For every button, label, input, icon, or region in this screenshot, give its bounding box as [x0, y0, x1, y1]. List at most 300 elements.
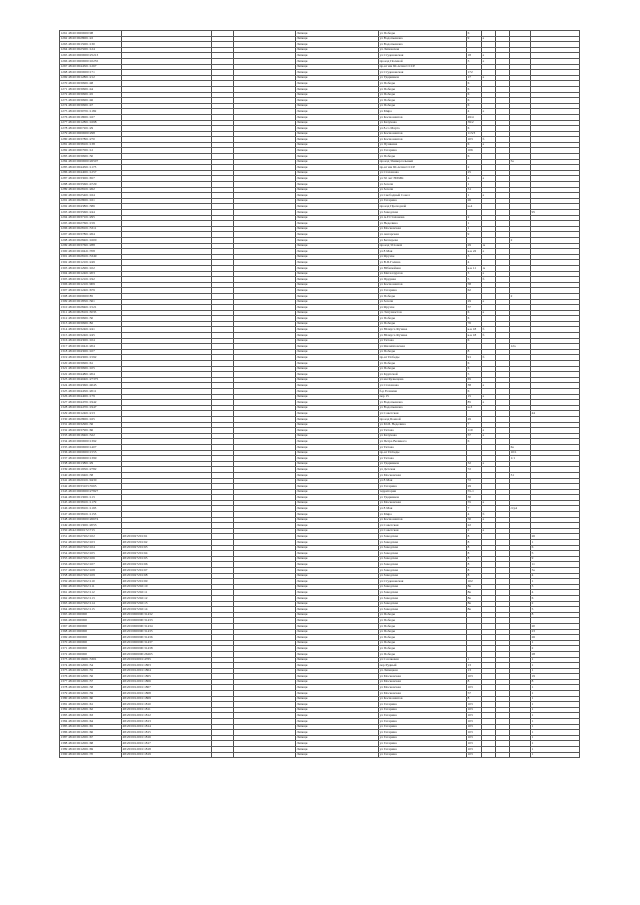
- letter-cell: б: [482, 277, 496, 283]
- cadastral-number-cell: 1351 48:20:0027202:102: [60, 534, 122, 540]
- street-cell: пер 15: [379, 394, 467, 400]
- street-cell: ул Победы: [379, 98, 467, 104]
- extra-number-cell: 48:20:0012001:1810: [122, 702, 212, 708]
- letter-cell: а: [482, 500, 496, 506]
- house-cell: 103: [467, 724, 482, 730]
- street-cell: ул М.И. Неделина: [379, 422, 467, 428]
- house-cell: 29: [467, 243, 482, 249]
- house-cell: 55: [467, 500, 482, 506]
- extra-number-cell: 48:20:0000000:31436: [122, 635, 212, 641]
- street-cell: ул Гагарина: [379, 719, 467, 725]
- apartment-cell: 1: [531, 657, 580, 663]
- house-cell: 8: [467, 562, 482, 568]
- house-cell: 62: [467, 288, 482, 294]
- letter-cell: а: [482, 461, 496, 467]
- street-cell: проезд Угловой: [379, 243, 467, 249]
- extra-number-cell: 48:20:0027201:65: [122, 556, 212, 562]
- house-cell: 1: [467, 226, 482, 232]
- cadastral-number-cell: 1295 48:20:0027601:159: [60, 221, 122, 227]
- apartment-cell: 1: [531, 747, 580, 753]
- city-cell: Липецк: [296, 137, 379, 143]
- cadastral-number-cell: 1343 48:20:0000000:27827: [60, 489, 122, 495]
- cadastral-number-cell: 1299 48:20:0037601:288: [60, 243, 122, 249]
- city-cell: Липецк: [296, 282, 379, 288]
- cadastral-number-cell: 1301 48:20:0028101:3349: [60, 254, 122, 260]
- cadastral-number-cell: 1356 48:20:0027202:107: [60, 562, 122, 568]
- street-cell: ул Заводская: [379, 540, 467, 546]
- city-cell: Липецк: [296, 444, 379, 450]
- street-cell: ул Прудная: [379, 277, 467, 283]
- building-cell: 12а: [510, 344, 531, 350]
- cadastral-number-cell: 1388 48:20:0012001:68: [60, 741, 122, 747]
- street-cell: ул Гагарина: [379, 707, 467, 713]
- city-cell: Липецк: [296, 500, 379, 506]
- building-cell: 6а: [510, 444, 531, 450]
- city-cell: Липецк: [296, 556, 379, 562]
- street-cell: пр-кт Победы: [379, 355, 467, 361]
- house-cell: 8: [467, 540, 482, 546]
- city-cell: Липецк: [296, 288, 379, 294]
- building-cell: 2: [510, 237, 531, 243]
- letter-cell: а: [482, 142, 496, 148]
- cadastral-number-cell: 1302 48:20:0012101:249: [60, 260, 122, 266]
- city-cell: Липецк: [296, 31, 379, 37]
- city-cell: Липецк: [296, 719, 379, 725]
- cadastral-number-cell: 1361 48:20:0027202:112: [60, 590, 122, 596]
- street-cell: ул Победы: [379, 361, 467, 367]
- city-cell: Липецк: [296, 495, 379, 501]
- cadastral-number-cell: 1375 48:20:0012001:55: [60, 668, 122, 674]
- letter-cell: а: [482, 383, 496, 389]
- city-cell: Липецк: [296, 416, 379, 422]
- letter-cell: а: [482, 53, 496, 59]
- city-cell: Липецк: [296, 612, 379, 618]
- city-cell: Липецк: [296, 389, 379, 395]
- cadastral-number-cell: 1354 48:20:0027202:105: [60, 551, 122, 557]
- street-cell: ул 8-го Марта: [379, 126, 467, 132]
- city-cell: Липецк: [296, 372, 379, 378]
- house-cell: 13: [467, 668, 482, 674]
- cadastral-number-cell: 1262 48:20:0028001:22: [60, 36, 122, 42]
- street-cell: ул Студеновская: [379, 70, 467, 76]
- street-cell: ул Советская: [379, 411, 467, 417]
- apartment-cell: 3а: [531, 568, 580, 574]
- street-cell: ул Сселковая: [379, 657, 467, 663]
- street-cell: ул Победы: [379, 321, 467, 327]
- apartment-cell: 6: [531, 595, 580, 601]
- house-cell: 8: [467, 551, 482, 557]
- city-cell: Липецк: [296, 651, 379, 657]
- street-cell: ул Заводская: [379, 573, 467, 579]
- house-cell: 172: [467, 70, 482, 76]
- block-cell: [496, 752, 510, 758]
- cadastral-number-cell: 1280 48:20:0037801:270: [60, 137, 122, 143]
- cadastral-number-cell: 1287 48:20:0033001:657: [60, 176, 122, 182]
- street-cell: ул Гагарина: [379, 741, 467, 747]
- extra-number-cell: 48:20:0027202:12: [122, 595, 212, 601]
- house-cell: 2: [467, 215, 482, 221]
- city-cell: Липецк: [296, 679, 379, 685]
- city-cell: Липецк: [296, 226, 379, 232]
- cadastral-number-cell: 1332 48:20:0037901:66: [60, 428, 122, 434]
- cadastral-number-cell: 1384 48:20:0012001:64: [60, 719, 122, 725]
- cadastral-number-cell: 1334 48:20:0000000:1392: [60, 439, 122, 445]
- building-cell: 31: [510, 472, 531, 478]
- city-cell: Липецк: [296, 540, 379, 546]
- city-cell: Липецк: [296, 685, 379, 691]
- house-cell: 4: [467, 260, 482, 266]
- apartment-cell: 23: [531, 629, 580, 635]
- cadastral-number-cell: 1372 48:20:000000: [60, 651, 122, 657]
- cadastral-number-cell: 1268 48:20:0000000:171: [60, 70, 122, 76]
- data-table: [59, 30, 580, 758]
- city-cell: Липецк: [296, 98, 379, 104]
- house-cell: 8: [467, 568, 482, 574]
- cadastral-number-cell: 1290 48:20:0025401:164: [60, 193, 122, 199]
- street-cell: ул Гагарина: [379, 702, 467, 708]
- cadastral-number-cell: 1380 48:20:0012001:60: [60, 696, 122, 702]
- city-cell: Липецк: [296, 310, 379, 316]
- street-cell: ул Гагарина: [379, 747, 467, 753]
- street-cell: ул Гагарина: [379, 730, 467, 736]
- city-cell: Липецк: [296, 327, 379, 333]
- street-cell: ул Победы: [379, 640, 467, 646]
- city-cell: Липецк: [296, 249, 379, 255]
- building-cell: 2: [510, 293, 531, 299]
- house-cell: 113/3: [467, 131, 482, 137]
- house-cell: 85: [467, 400, 482, 406]
- city-cell: Липецк: [296, 293, 379, 299]
- house-cell: 39/2: [467, 120, 482, 126]
- street-cell: ул Заводская: [379, 210, 467, 216]
- cadastral-number-cell: 1326 48:20:0044001:179: [60, 394, 122, 400]
- cadastral-number-cell: 1322 48:20:0044801:204: [60, 372, 122, 378]
- house-cell: 103: [467, 707, 482, 713]
- city-cell: Липецк: [296, 523, 379, 529]
- cadastral-number-cell: 1367 48:20:000000: [60, 623, 122, 629]
- city-cell: Липецк: [296, 472, 379, 478]
- house-cell: к-к 11: [467, 265, 482, 271]
- apartment-cell: 2: [531, 601, 580, 607]
- city-cell: Липецк: [296, 623, 379, 629]
- house-cell: 72: [467, 478, 482, 484]
- cadastral-number-cell: 1387 48:20:0012001:67: [60, 735, 122, 741]
- apartment-cell: 1: [531, 713, 580, 719]
- extra-number-cell: 48:20:0012001:1815: [122, 730, 212, 736]
- city-cell: Липецк: [296, 383, 379, 389]
- cadastral-number-cell: 1291 48:20:0028001:161: [60, 198, 122, 204]
- city-cell: Липецк: [296, 237, 379, 243]
- house-cell: 6: [467, 86, 482, 92]
- cadastral-number-cell: 1348 48:20:0000000:26674: [60, 517, 122, 523]
- street-cell: ул Крупской: [379, 372, 467, 378]
- house-cell: 8: [467, 573, 482, 579]
- city-cell: Липецк: [296, 75, 379, 81]
- letter-cell: а: [482, 310, 496, 316]
- house-cell: 8: [467, 679, 482, 685]
- extra-number-cell: 48:20:0027202:14: [122, 607, 212, 613]
- city-cell: Липецк: [296, 674, 379, 680]
- city-cell: Липецк: [296, 193, 379, 199]
- cadastral-number-cell: 1312 48:20:0030901:50: [60, 316, 122, 322]
- house-cell: 6: [467, 103, 482, 109]
- cadastral-number-cell: 1369 48:20:000000: [60, 635, 122, 641]
- city-cell: Липецк: [296, 321, 379, 327]
- apartment-cell: 2: [531, 646, 580, 652]
- house-cell: 6: [467, 126, 482, 132]
- street-cell: пр-кт им 60-летия СССР: [379, 64, 467, 70]
- street-cell: ул Водопьянова: [379, 405, 467, 411]
- street-cell: ул Победы: [379, 316, 467, 322]
- extra-number-cell: 48:20:0000000:31432: [122, 612, 212, 618]
- house-cell: 29: [467, 416, 482, 422]
- cadastral-number-cell: 1335 48:20:0000000:1407: [60, 444, 122, 450]
- street-cell: ул Победы: [379, 651, 467, 657]
- house-cell: 6: [467, 154, 482, 160]
- city-cell: Липецк: [296, 528, 379, 534]
- extra-number-cell: 48:20:0000000:31433: [122, 618, 212, 624]
- apartment-cell: 9: [531, 556, 580, 562]
- extra-number-cell: 48:20:0000000:26265: [122, 651, 212, 657]
- extra-number-cell: 48:20:0012001:1813: [122, 719, 212, 725]
- letter-cell: а: [482, 58, 496, 64]
- cadastral-number-cell: 1265 48:20:0000000:25213: [60, 53, 122, 59]
- cadastral-number-cell: 1270 48:20:0030901:48: [60, 81, 122, 87]
- house-cell: 8в: [467, 607, 482, 613]
- cadastral-number-cell: 1303 48:20:0012901:102: [60, 265, 122, 271]
- street-cell: ул Свободный Сокол: [379, 193, 467, 199]
- city-cell: Липецк: [296, 344, 379, 350]
- apartment-cell: 19: [531, 674, 580, 680]
- extra-number-cell: 48:20:0000000:31434: [122, 623, 212, 629]
- letter-cell: а: [482, 517, 496, 523]
- house-cell: 106: [467, 148, 482, 154]
- cadastral-number-cell: 1294 48:20:0037101:295: [60, 215, 122, 221]
- city-cell: Липецк: [296, 86, 379, 92]
- house-cell: 103: [467, 752, 482, 758]
- cadastral-number-cell: 1377 48:20:0012001:57: [60, 679, 122, 685]
- letter-cell: б: [482, 137, 496, 143]
- cadastral-number-cell: 1277 48:20:0012801:1698: [60, 120, 122, 126]
- city-cell: Липецк: [296, 114, 379, 120]
- city-cell: Липецк: [296, 400, 379, 406]
- cadastral-number-cell: 1390 48:20:0012001:70: [60, 752, 122, 758]
- street-cell: ул Студеновская: [379, 53, 467, 59]
- apartment-cell: 1: [531, 719, 580, 725]
- cadastral-number-cell: 1307 48:20:0012401:679: [60, 288, 122, 294]
- street-cell: ул Московская: [379, 500, 467, 506]
- extra-number-cell: 48:20:0027202:13: [122, 601, 212, 607]
- city-cell: Липецк: [296, 58, 379, 64]
- city-cell: Липецк: [296, 657, 379, 663]
- city-cell: Липецк: [296, 142, 379, 148]
- house-cell: 30: [467, 495, 482, 501]
- extra-number-cell: 48:20:0000000:31435: [122, 629, 212, 635]
- street-cell: ул Победы: [379, 103, 467, 109]
- extra-number-cell: 48:20:0027201:64: [122, 551, 212, 557]
- city-cell: Липецк: [296, 316, 379, 322]
- cadastral-number-cell: 1389 48:20:0012001:69: [60, 747, 122, 753]
- cadastral-number-cell: 1371 48:20:000000: [60, 646, 122, 652]
- cadastral-number-cell: 1328 48:20:0044701:1947: [60, 405, 122, 411]
- city-cell: Липецк: [296, 154, 379, 160]
- table-row: [60, 752, 580, 758]
- cadastral-number-cell: 1267 48:20:0044501:1267: [60, 64, 122, 70]
- apartment-cell: 8: [531, 679, 580, 685]
- street-cell: ул 8 Мая: [379, 478, 467, 484]
- cadastral-number-cell: 1298 48:20:0028401:1600: [60, 237, 122, 243]
- letter-cell: а: [482, 75, 496, 81]
- city-cell: Липецк: [296, 696, 379, 702]
- city-cell: Липецк: [296, 148, 379, 154]
- cadastral-number-cell: 1378 48:20:0012001:58: [60, 685, 122, 691]
- city-cell: Липецк: [296, 422, 379, 428]
- street-cell: ул Энтузиастов: [379, 310, 467, 316]
- cadastral-number-cell: 1300 48:20:0010421:708: [60, 249, 122, 255]
- apartment-cell: 26: [531, 635, 580, 641]
- apartment-cell: 1: [531, 685, 580, 691]
- street-cell: ул Московская: [379, 226, 467, 232]
- cadastral-number-cell: 1359 48:20:0027202:110: [60, 579, 122, 585]
- city-cell: Липецк: [296, 562, 379, 568]
- cadastral-number-cell: 1317 48:20:0010421:204: [60, 344, 122, 350]
- street-cell: ул 8 Мая: [379, 506, 467, 512]
- house-cell: 4: [467, 176, 482, 182]
- city-cell: Липецк: [296, 126, 379, 132]
- cadastral-number-cell: 1264 48:20:0025001:124: [60, 47, 122, 53]
- city-cell: Липецк: [296, 394, 379, 400]
- extra-number-cell: 48:20:0027201:68: [122, 573, 212, 579]
- street-cell: ул Липовская: [379, 47, 467, 53]
- city-cell: Липецк: [296, 629, 379, 635]
- street-cell: ул Космонавтов: [379, 696, 467, 702]
- city-cell: Липецк: [296, 232, 379, 238]
- city-cell: Липецк: [296, 120, 379, 126]
- street-cell: пр-кт им 60-летия СССР: [379, 165, 467, 171]
- city-cell: Липецк: [296, 506, 379, 512]
- city-cell: Липецк: [296, 260, 379, 266]
- city-cell: Липецк: [296, 752, 379, 758]
- cadastral-number-cell: 1292 48:20:0043801:386: [60, 204, 122, 210]
- house-cell: 6: [467, 316, 482, 322]
- street-cell: ул Ударников: [379, 75, 467, 81]
- house-cell: 6: [467, 366, 482, 372]
- locality-cell: [212, 752, 234, 758]
- cadastral-number-cell: 1306 48:20:0012101:909: [60, 282, 122, 288]
- city-cell: Липецк: [296, 461, 379, 467]
- city-cell: Липецк: [296, 702, 379, 708]
- city-cell: Липецк: [296, 595, 379, 601]
- house-cell: 57: [467, 305, 482, 311]
- house-cell: 31: [467, 187, 482, 193]
- city-cell: Липецк: [296, 646, 379, 652]
- house-cell: 1: [467, 221, 482, 227]
- cadastral-number-cell: 1337 48:20:0000000:1399: [60, 456, 122, 462]
- city-cell: Липецк: [296, 159, 379, 165]
- cadastral-number-cell: 1320 48:20:0030901:61: [60, 361, 122, 367]
- house-cell: 1: [467, 657, 482, 663]
- extra-number-cell: 48:20:0012001:1803: [122, 663, 212, 669]
- street-cell: территория: [379, 489, 467, 495]
- cadastral-number-cell: 1360 48:20:0027202:111: [60, 584, 122, 590]
- letter-cell: а: [482, 109, 496, 115]
- house-cell: 6: [467, 389, 482, 395]
- house-cell: 8: [467, 534, 482, 540]
- street-cell: ул им Кузнецова: [379, 377, 467, 383]
- house-cell: 103: [467, 730, 482, 736]
- house-cell: 103: [467, 741, 482, 747]
- street-cell: ул Юлиуса Фучика: [379, 327, 467, 333]
- house-cell: к-к 18: [467, 333, 482, 339]
- apartment-cell: 1: [531, 668, 580, 674]
- street-cell: ул Заводская: [379, 590, 467, 596]
- street-cell: ул Фрунзе: [379, 254, 467, 260]
- cadastral-number-cell: 1374 48:20:0012001:54: [60, 663, 122, 669]
- cadastral-number-cell: 1345 48:20:0038101:1179: [60, 500, 122, 506]
- cadastral-number-cell: 1321 48:20:0030901:105: [60, 366, 122, 372]
- house-cell: 76: [467, 321, 482, 327]
- city-cell: Липецк: [296, 607, 379, 613]
- cadastral-number-cell: 1362 48:20:0027202:113: [60, 595, 122, 601]
- street-cell: ул Заводская: [379, 562, 467, 568]
- house-cell: 58: [467, 282, 482, 288]
- street-cell: ул Гагарина: [379, 724, 467, 730]
- extra-number-cell: 48:20:0012001:1818: [122, 747, 212, 753]
- street-cell: ул А.Г.Стаханова: [379, 215, 467, 221]
- city-cell: Липецк: [296, 299, 379, 305]
- cadastral-number-cell: 1309 48:20:0018501:361: [60, 299, 122, 305]
- city-cell: Липецк: [296, 243, 379, 249]
- street-cell: ул Катукова: [379, 120, 467, 126]
- street-cell: проезд Универсальный: [379, 159, 467, 165]
- street-cell: ул Московская: [379, 674, 467, 680]
- street-cell: ул Стаханова: [379, 170, 467, 176]
- building-cell: 10/1: [510, 450, 531, 456]
- street-cell: ул Победы: [379, 92, 467, 98]
- extra-number-cell: 48:20:0012001:1816: [122, 735, 212, 741]
- street-cell: ул Космонавтов: [379, 131, 467, 137]
- apartment-cell: 1: [531, 735, 580, 741]
- house-cell: 6: [467, 310, 482, 316]
- extra-number-cell: 48:20:0012001:1819: [122, 752, 212, 758]
- house-cell: 6: [467, 439, 482, 445]
- building-cell: 5а: [510, 159, 531, 165]
- house-cell: 49/4: [467, 114, 482, 120]
- cadastral-number-cell: 1353 48:20:0027202:104: [60, 545, 122, 551]
- table-body: [60, 31, 580, 758]
- cadastral-number-cell: 1311 48:20:0028101:3035: [60, 310, 122, 316]
- cadastral-number-cell: 1341 48:20:0020101:9430: [60, 478, 122, 484]
- city-cell: Липецк: [296, 512, 379, 518]
- city-cell: Липецк: [296, 198, 379, 204]
- house-cell: 1: [467, 182, 482, 188]
- letter-cell: [482, 752, 496, 758]
- house-cell: 102: [467, 579, 482, 585]
- city-cell: Липецк: [296, 265, 379, 271]
- extra-number-cell: 48:20:0012001:1807: [122, 685, 212, 691]
- house-cell: 22: [467, 523, 482, 529]
- cadastral-number-cell: 1376 48:20:0012001:56: [60, 674, 122, 680]
- cadastral-number-cell: 1293 48:20:0035601:244: [60, 210, 122, 216]
- house-cell: 6: [467, 92, 482, 98]
- street-cell: ул Зегеля: [379, 182, 467, 188]
- city-cell: Липецк: [296, 170, 379, 176]
- street-cell: ул Водопьянова: [379, 400, 467, 406]
- cadastral-number-cell: 1373 48:20:0016001:3301: [60, 657, 122, 663]
- apartment-cell: 28: [531, 651, 580, 657]
- cadastral-number-cell: 1310 48:20:0028401:1521: [60, 305, 122, 311]
- extra-number-cell: 48:20:0012001:1805: [122, 674, 212, 680]
